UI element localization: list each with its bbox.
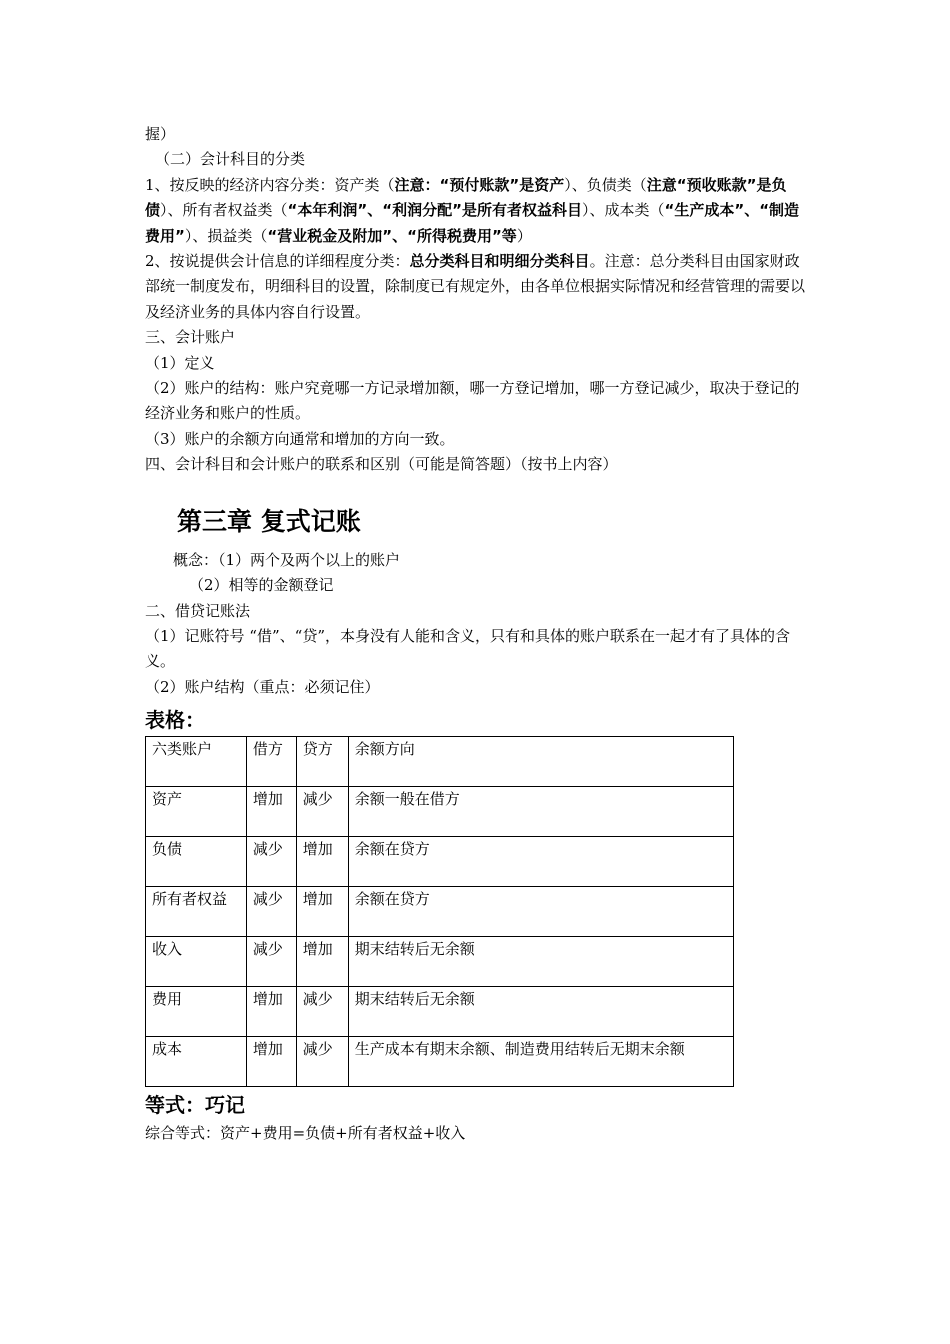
- table-row: [146, 787, 734, 837]
- formula-heading: 等式：巧记: [145, 1093, 245, 1118]
- header-cell: 余额方向: [348, 737, 733, 787]
- text-span: ）、损益类（: [184, 226, 268, 245]
- table-row: [146, 837, 734, 887]
- table-cell: 所有者权益: [146, 887, 247, 937]
- table-cell: 收入: [146, 937, 247, 987]
- text-line: 概念：（1）两个及两个以上的账户: [173, 550, 401, 569]
- table-cell: 余额在贷方: [348, 837, 733, 887]
- bold-note: 注意“预收账款”是负债: [145, 175, 787, 220]
- table-header-row: [146, 737, 734, 787]
- document-page: [145, 122, 810, 1147]
- text-span: ）、成本类（: [581, 201, 665, 220]
- section-heading: 二、借贷记账法: [145, 601, 251, 620]
- table-cell: 减少: [246, 887, 296, 937]
- bold-note: “本年利润”、“利润分配”是所有者权益科目: [287, 201, 582, 220]
- table-row: [146, 937, 734, 987]
- text-span: 2、按说提供会计信息的详细程度分类：: [145, 252, 410, 271]
- table-cell: 增加: [296, 887, 348, 937]
- text-line: （2）相等的金额登记: [189, 576, 334, 595]
- table-cell: 减少: [246, 837, 296, 887]
- table-cell: 增加: [246, 987, 296, 1037]
- text-line: （3）账户的余额方向通常和增加的方向一致。: [145, 429, 455, 448]
- table-cell: 减少: [296, 987, 348, 1037]
- section-heading: （二）会计科目的分类: [155, 150, 306, 169]
- table-row: [146, 887, 734, 937]
- table-cell: 成本: [146, 1037, 247, 1087]
- text-span: ）: [516, 226, 532, 245]
- text-line: （2）账户的结构：账户究竟哪一方记录增加额，哪一方登记增加，哪一方登记减少，取决于登记的经济业务和账户的性质。: [145, 379, 800, 423]
- table-cell: 减少: [246, 937, 296, 987]
- paragraph-classification: [145, 173, 810, 249]
- header-cell: 贷方: [296, 737, 348, 787]
- text-line: （1）定义: [145, 353, 215, 372]
- table-cell: 余额一般在借方: [348, 787, 733, 837]
- table-cell: 期末结转后无余额: [348, 987, 733, 1037]
- header-cell: 六类账户: [146, 737, 247, 787]
- bold-note: “营业税金及附加”、“所得税费用”等: [267, 226, 517, 245]
- table-cell: 期末结转后无余额: [348, 937, 733, 987]
- table-cell: 增加: [296, 837, 348, 887]
- bold-note: 总分类科目和明细分类科目: [409, 252, 590, 271]
- table-row: [146, 1037, 734, 1087]
- table-cell: 减少: [296, 787, 348, 837]
- table-cell: 增加: [296, 937, 348, 987]
- accounts-table: [145, 736, 734, 1087]
- bold-note: 注意：“预付账款”是资产: [394, 175, 565, 194]
- formula-text: 综合等式：资产+费用=负债+所有者权益+收入: [145, 1124, 466, 1143]
- chapter-title: 第三章 复式记账: [177, 506, 361, 536]
- table-cell: 生产成本有期末余额、制造费用结转后无期末余额: [348, 1037, 733, 1087]
- text-line: （1）记账符号 “借”、“贷”，本身没有人能和含义，只有和具体的账户联系在一起才有了具体的含义。: [145, 626, 790, 671]
- paragraph-detail-level: [145, 249, 810, 325]
- text-span: 1、按反映的经济内容分类：资产类（: [145, 175, 395, 194]
- table-cell: 负债: [146, 837, 247, 887]
- header-cell: 借方: [246, 737, 296, 787]
- table-cell: 增加: [246, 787, 296, 837]
- text-span: ）、负债类（: [564, 175, 647, 194]
- text-span: 。注意：总分类科目由国家财政部统一制度发布，明细科目的设置，除制度已有规定外，由各单位根据实际情况和经营管理的需要以及经济业务的具体内容自行设置。: [145, 252, 806, 321]
- table-row: [146, 987, 734, 1037]
- text-span: ）、所有者权益类（: [160, 201, 288, 220]
- table-cell: 减少: [296, 1037, 348, 1087]
- bold-note: “生产成本”、“制造费用”: [145, 201, 800, 245]
- table-cell: 费用: [146, 987, 247, 1037]
- table-cell: 资产: [146, 787, 247, 837]
- section-heading: 三、会计账户: [145, 328, 236, 347]
- table-cell: 增加: [246, 1037, 296, 1087]
- table-cell: 余额在贷方: [348, 887, 733, 937]
- text-line: （2）账户结构（重点：必须记住）: [145, 677, 380, 696]
- table-heading: 表格：: [145, 708, 205, 733]
- section-heading: 四、会计科目和会计账户的联系和区别（可能是简答题）（按书上内容）: [145, 455, 618, 474]
- text-line: 握）: [145, 125, 176, 143]
